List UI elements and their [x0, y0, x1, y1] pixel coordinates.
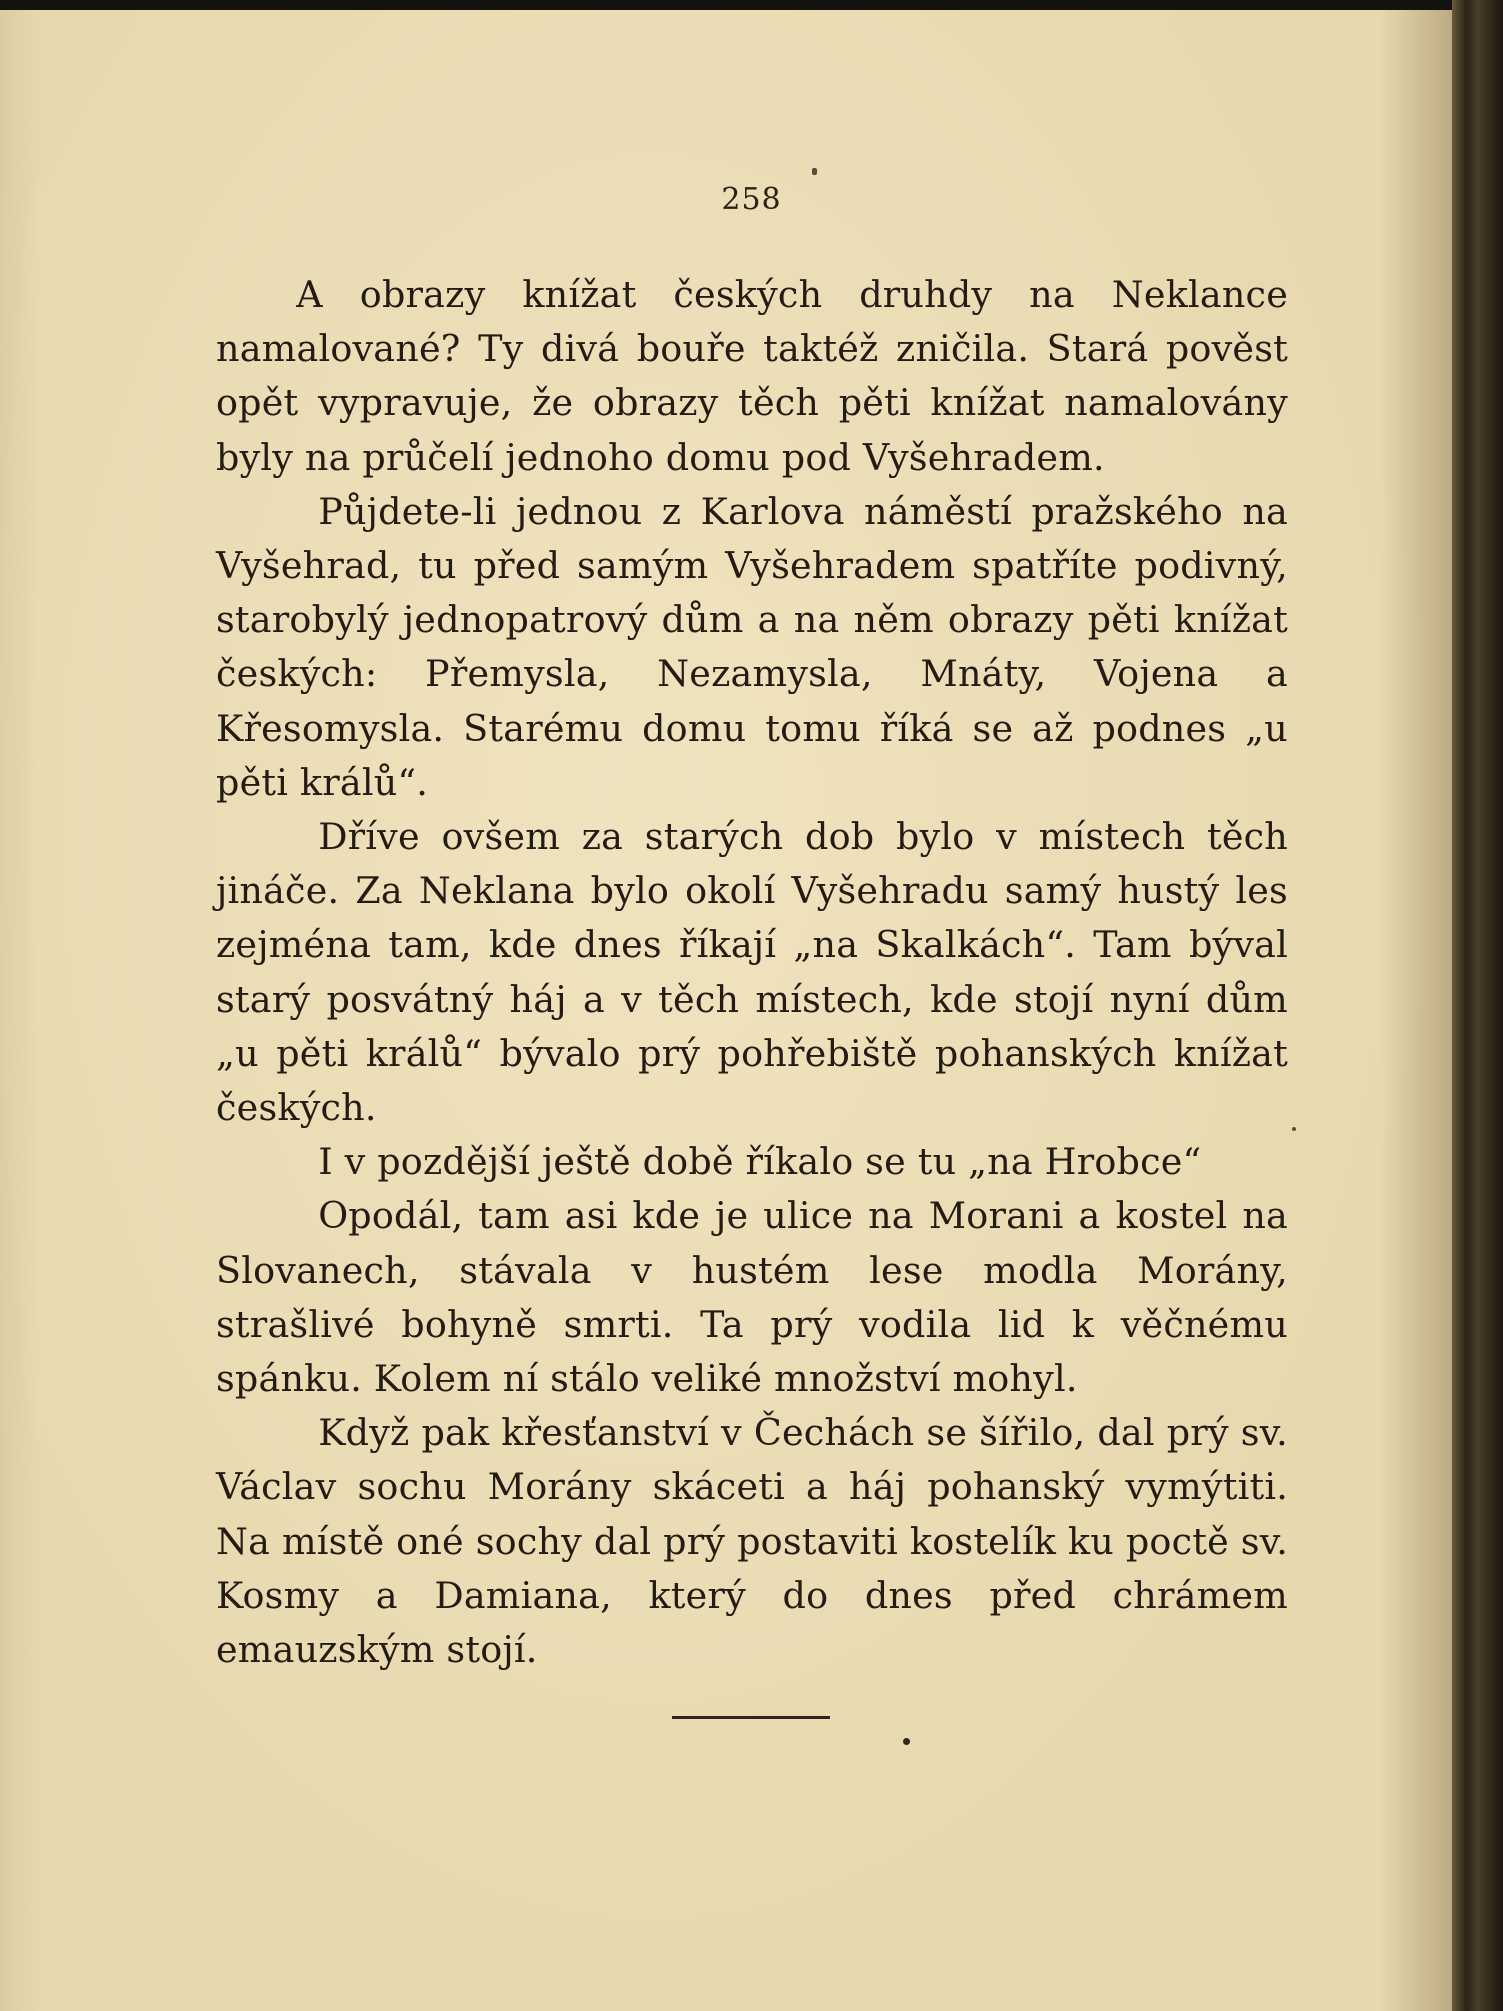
page-number: 258 [721, 182, 782, 217]
paragraph: Když pak křesťanství v Čechách se šířilo, dal prý sv. Václav sochu Morány skáceti a háj pohanský vymýtiti. Na místě oné sochy dal prý postaviti kostelík ku poctě sv. Kosmy a Damiana, který do dnes před chrámem emauzským stojí. [216, 1411, 1288, 1672]
ink-speck [1292, 1127, 1296, 1131]
ink-speck [812, 168, 817, 175]
body-text [216, 268, 1288, 1677]
book-spine [1452, 0, 1503, 2011]
paragraph: Opodál, tam asi kde je ulice na Morani a kostel na Slovanech, stávala v hustém lese modla Morány, strašlivé bohyně smrti. Ta prý vodila lid k věčnému spánku. Kolem ní stálo veliké množství mohyl. [216, 1194, 1288, 1401]
paragraph: Dříve ovšem za starých dob bylo v místech těch jináče. Za Neklana bylo okolí Vyšehradu samý hustý les zejména tam, kde dnes říkají „na Skalkách“. Tam býval starý posvátný háj a v těch místech, kde stojí nyní dům „u pěti králů“ bývalo prý pohřebiště pohanských knížat českých. [216, 815, 1288, 1130]
closing-dot [903, 1738, 910, 1745]
closing-rule [672, 1716, 830, 1719]
paragraph: A obrazy knížat českých druhdy na Neklance namalované? Ty divá bouře taktéž zničila. Stará pověst opět vypravuje, že obrazy těch pěti knížat namalovány byly na průčelí jednoho domu pod Vyšehradem. [216, 273, 1288, 479]
paragraph: Půjdete-li jednou z Karlova náměstí pražského na Vyšehrad, tu před samým Vyšehradem spatříte podivný, starobylý jednopatrový dům a na něm obrazy pěti knížat českých: Přemysla, Nezamysla, Mnáty, Vojena a Křesomysla. Starému domu tomu říká se až podnes „u pěti králů“. [216, 489, 1288, 804]
paragraph: I v pozdější ještě době říkalo se tu „na Hrobce“ [318, 1140, 1202, 1184]
